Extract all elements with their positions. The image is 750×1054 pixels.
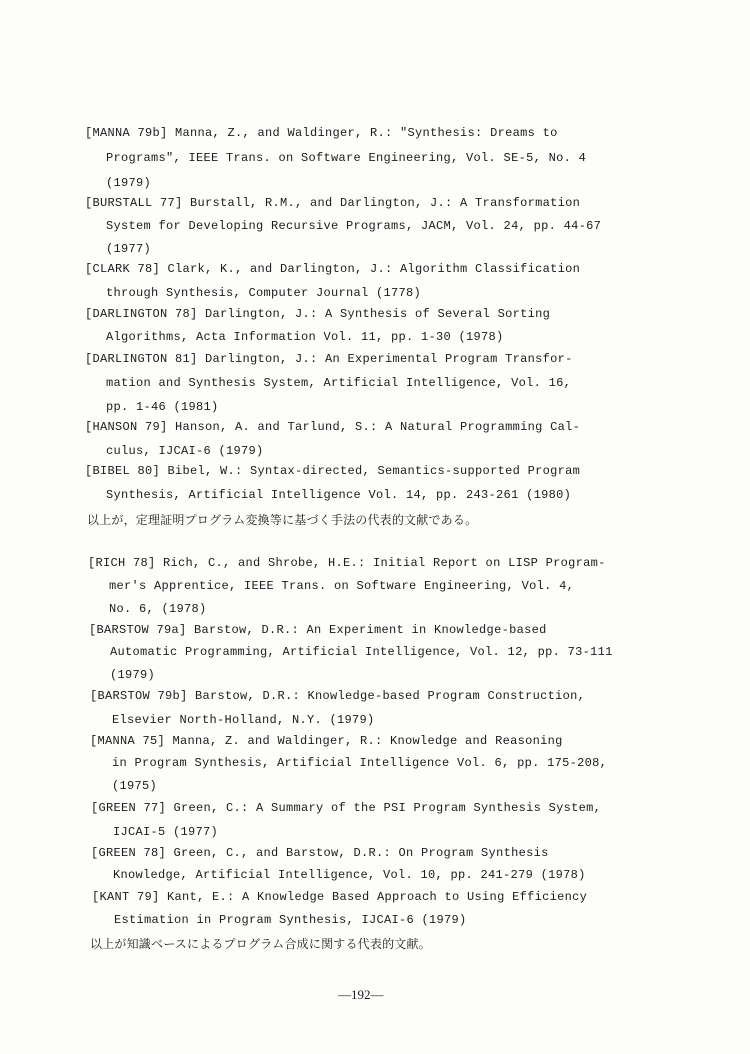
- reference-line: System for Developing Recursive Programs, JACM, Vol. 24, pp. 44-67: [106, 219, 602, 233]
- reference-line: through Synthesis, Computer Journal (1778): [106, 286, 422, 300]
- reference-line: [CLARK 78] Clark, K., and Darlington, J.: Algorithm Classification: [85, 262, 581, 276]
- reference-line: pp. 1-46 (1981): [106, 400, 219, 414]
- reference-line: [BARSTOW 79b] Barstow, D.R.: Knowledge-based Program Construction,: [90, 689, 586, 703]
- reference-line: in Program Synthesis, Artificial Intelligence Vol. 6, pp. 175-208,: [112, 756, 608, 770]
- reference-line: [DARLINGTON 81] Darlington, J.: An Experimental Program Transfor-: [85, 352, 573, 366]
- reference-line: culus, IJCAI-6 (1979): [106, 444, 264, 458]
- reference-line: (1979): [110, 668, 156, 682]
- reference-line: Automatic Programming, Artificial Intelligence, Vol. 12, pp. 73-111: [110, 645, 613, 659]
- reference-line: [GREEN 78] Green, C., and Barstow, D.R.: On Program Synthesis: [91, 846, 549, 860]
- reference-line: Elsevier North-Holland, N.Y. (1979): [112, 713, 375, 727]
- reference-line: (1977): [106, 242, 152, 256]
- reference-line: No. 6, (1978): [109, 602, 207, 616]
- reference-line: [BURSTALL 77] Burstall, R.M., and Darlington, J.: A Transformation: [85, 196, 581, 210]
- reference-line: [MANNA 79b] Manna, Z., and Waldinger, R.: "Synthesis: Dreams to: [85, 126, 558, 140]
- reference-line: (1975): [112, 779, 158, 793]
- reference-line: [DARLINGTON 78] Darlington, J.: A Synthesis of Several Sorting: [85, 307, 551, 321]
- reference-line: [BIBEL 80] Bibel, W.: Syntax-directed, Semantics-supported Program: [85, 464, 581, 478]
- reference-line: [HANSON 79] Hanson, A. and Tarlund, S.: A Natural Programming Cal-: [85, 420, 581, 434]
- reference-line: Algorithms, Acta Information Vol. 11, pp. 1-30 (1978): [106, 330, 504, 344]
- reference-line: mation and Synthesis System, Artificial Intelligence, Vol. 16,: [106, 376, 572, 390]
- summary-theorem-proving: 以上が，定理証明プログラム変換等に基づく手法の代表的文献である。: [87, 513, 478, 527]
- reference-line: IJCAI-5 (1977): [113, 825, 219, 839]
- reference-line: (1979): [106, 176, 152, 190]
- reference-line: Estimation in Program Synthesis, IJCAI-6 (1979): [114, 913, 467, 927]
- page-number: —192—: [338, 987, 384, 1002]
- reference-line: [GREEN 77] Green, C.: A Summary of the PSI Program Synthesis System,: [91, 801, 602, 815]
- reference-line: [RICH 78] Rich, C., and Shrobe, H.E.: Initial Report on LISP Program-: [88, 556, 606, 570]
- reference-line: mer's Apprentice, IEEE Trans. on Software Engineering, Vol. 4,: [109, 579, 575, 593]
- reference-line: [MANNA 75] Manna, Z. and Waldinger, R.: Knowledge and Reasoning: [90, 734, 563, 748]
- reference-line: [KANT 79] Kant, E.: A Knowledge Based Approach to Using Efficiency: [92, 890, 588, 904]
- summary-knowledge-based: 以上が知識ベースによるプログラム合成に関する代表的文献。: [90, 937, 431, 951]
- reference-line: Programs", IEEE Trans. on Software Engineering, Vol. SE-5, No. 4: [106, 151, 587, 165]
- reference-line: Synthesis, Artificial Intelligence Vol. 14, pp. 243-261 (1980): [106, 488, 572, 502]
- reference-line: [BARSTOW 79a] Barstow, D.R.: An Experiment in Knowledge-based: [89, 623, 547, 637]
- reference-line: Knowledge, Artificial Intelligence, Vol. 10, pp. 241-279 (1978): [113, 868, 586, 882]
